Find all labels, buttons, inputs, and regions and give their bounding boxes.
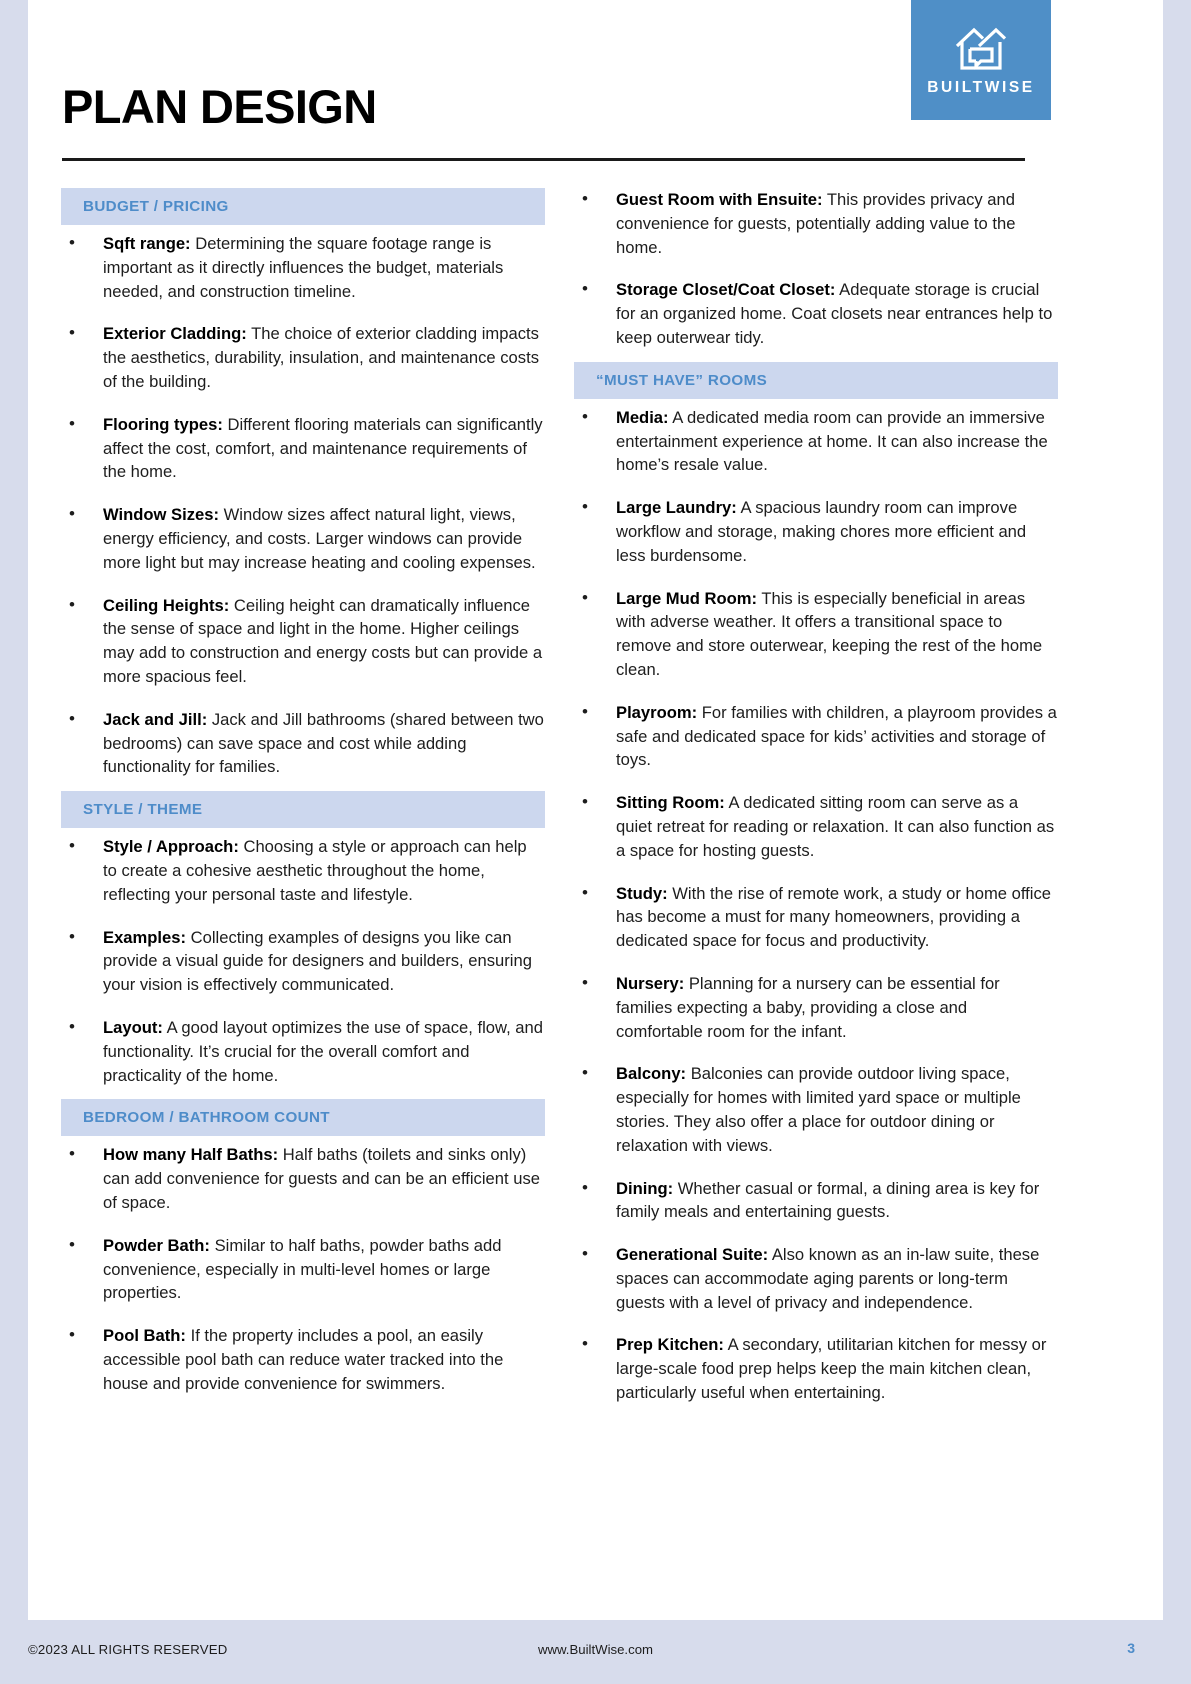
list-item-term: Sitting Room: xyxy=(616,793,725,813)
list-item-term: Layout: xyxy=(103,1017,163,1037)
footer-copyright: ©2023 ALL RIGHTS RESERVED xyxy=(28,1642,228,1657)
list-item xyxy=(574,406,1058,477)
list-item-term: Ceiling Heights: xyxy=(103,595,230,615)
list-item xyxy=(574,1333,1058,1404)
list-item-text: With the rise of remote work, a study or home office has become a must for many homeowners, providing a dedicated space for focus and productivity. xyxy=(616,883,1051,951)
list-item xyxy=(61,1016,545,1087)
list-item-text: A spacious laundry room can improve workflow and storage, making chores more efficient and less burdensome. xyxy=(616,498,1027,565)
left-column xyxy=(61,188,545,1405)
list-item xyxy=(61,926,545,997)
list-item-term: Playroom: xyxy=(616,702,698,722)
list-item-term: Pool Bath: xyxy=(103,1326,186,1346)
list-item-term: Prep Kitchen: xyxy=(616,1335,724,1355)
section-header: BUDGET / PRICING xyxy=(61,188,545,225)
list-item-text: For families with children, a playroom provides a safe and dedicated space for kids’ activities and storage of toys. xyxy=(616,702,1057,770)
list-item-text: Collecting examples of designs you like can provide a visual guide for designers and builders, ensuring your vision is effectively communicated. xyxy=(103,927,532,995)
list-item xyxy=(574,972,1058,1043)
list-item xyxy=(574,882,1058,953)
list-item xyxy=(61,322,545,393)
list-item xyxy=(61,594,545,689)
document-page xyxy=(28,0,1163,1620)
list-item-term: Study: xyxy=(616,883,668,903)
list-item-term: Large Mud Room: xyxy=(616,588,758,608)
list-item-term: Guest Room with Ensuite: xyxy=(616,190,823,209)
left-section-2-list xyxy=(61,1143,545,1395)
list-item xyxy=(61,835,545,906)
list-item-text: Similar to half baths, powder baths add convenience, especially in multi-level homes or large properties. xyxy=(103,1235,502,1303)
footer-page-number: 3 xyxy=(1127,1640,1135,1656)
list-item-text: A secondary, utilitarian kitchen for messy or large-scale food prep helps keep the main kitchen clean, particularly useful when entertaining. xyxy=(616,1335,1047,1403)
list-item xyxy=(574,1177,1058,1225)
list-item-text: If the property includes a pool, an easily accessible pool bath can reduce water tracked into the house and provide convenience for swimmers. xyxy=(103,1326,504,1393)
section-header: “MUST HAVE” ROOMS xyxy=(574,362,1058,399)
list-item-text: Window sizes affect natural light, views, energy efficiency, and costs. Larger windows can provide more light but may increase heating and cooling expenses. xyxy=(103,505,536,572)
list-item-text: Ceiling height can dramatically influence the sense of space and light in the home. Higher ceilings may add to construction and energy costs but can provide a more spacious feel. xyxy=(103,595,543,686)
list-item-term: Style / Approach: xyxy=(103,837,239,857)
list-item xyxy=(574,1243,1058,1314)
house-speech-bubble-icon xyxy=(953,25,1009,73)
list-item-text: A good layout optimizes the use of space, flow, and functionality. It’s crucial for the overall comfort and practicality of the home. xyxy=(103,1017,543,1085)
title-divider xyxy=(62,158,1025,161)
list-item-text: Choosing a style or approach can help to create a cohesive aesthetic throughout the home, reflecting your personal taste and lifestyle. xyxy=(103,837,527,904)
list-item-text: Adequate storage is crucial for an organized home. Coat closets near entrances help to keep outerwear tidy. xyxy=(616,280,1053,347)
list-item-text: Determining the square footage range is important as it directly influences the budget, materials needed, and construction timeline. xyxy=(103,234,504,301)
list-item-term: Window Sizes: xyxy=(103,505,220,525)
list-item-text: Half baths (toilets and sinks only) can add convenience for guests and can be an efficient use of space. xyxy=(103,1145,540,1212)
brand-logo-block xyxy=(911,0,1051,120)
list-item-text: This is especially beneficial in areas with adverse weather. It offers a transitional space to remove and store outerwear, keeping the rest of the home clean. xyxy=(616,588,1043,679)
left-section-0-list xyxy=(61,232,545,779)
content-columns xyxy=(61,188,1124,1405)
list-item-text: Balconies can provide outdoor living space, especially for homes with limited yard space or multiple stories. They also offer a place for outdoor dining or relaxation with views. xyxy=(616,1064,1021,1155)
list-item-text: Planning for a nursery can be essential for families expecting a baby, providing a close and comfortable room for the infant. xyxy=(616,973,1000,1041)
list-item-text: This provides privacy and convenience for guests, potentially adding value to the home. xyxy=(616,190,1016,257)
right-lead-list xyxy=(574,188,1058,350)
list-item-term: Sqft range: xyxy=(103,234,191,253)
list-item-term: Nursery: xyxy=(616,973,685,993)
list-item-text: Also known as an in-law suite, these spaces can accommodate aging parents or long-term guests with a level of privacy and independence. xyxy=(616,1245,1040,1312)
list-item-term: Dining: xyxy=(616,1178,674,1198)
section-header: STYLE / THEME xyxy=(61,791,545,828)
list-item xyxy=(61,503,545,574)
list-item-term: How many Half Baths: xyxy=(103,1145,279,1165)
footer-website: www.BuiltWise.com xyxy=(537,1642,654,1657)
list-item-term: Media: xyxy=(616,407,669,427)
page-footer xyxy=(0,1620,1191,1684)
list-item xyxy=(61,413,545,484)
page-title: PLAN DESIGN xyxy=(62,80,377,133)
right-column xyxy=(574,188,1058,1405)
list-item xyxy=(574,496,1058,567)
list-item-text: The choice of exterior cladding impacts the aesthetics, durability, insulation, and maintenance costs of the building. xyxy=(103,324,539,391)
list-item-term: Flooring types: xyxy=(103,414,223,434)
list-item xyxy=(574,791,1058,862)
list-item xyxy=(61,1324,545,1395)
list-item-text: Whether casual or formal, a dining area is key for family meals and entertaining guests. xyxy=(616,1178,1040,1222)
list-item-term: Powder Bath: xyxy=(103,1235,210,1255)
list-item xyxy=(61,1143,545,1214)
list-item xyxy=(574,278,1058,349)
brand-wordmark: BUILTWISE xyxy=(927,78,1035,96)
list-item xyxy=(574,587,1058,682)
list-item-term: Large Laundry: xyxy=(616,498,737,518)
list-item xyxy=(61,232,545,303)
list-item-term: Storage Closet/Coat Closet: xyxy=(616,280,836,300)
left-section-1-list xyxy=(61,835,545,1087)
list-item xyxy=(574,1062,1058,1157)
list-item xyxy=(61,1234,545,1305)
list-item xyxy=(61,708,545,779)
list-item xyxy=(574,188,1058,259)
list-item-text: A dedicated media room can provide an immersive entertainment experience at home. It can also increase the home’s resale value. xyxy=(616,407,1048,475)
list-item-term: Balcony: xyxy=(616,1064,687,1084)
section-header: BEDROOM / BATHROOM COUNT xyxy=(61,1099,545,1136)
list-item-term: Jack and Jill: xyxy=(103,709,208,729)
list-item xyxy=(574,701,1058,772)
right-section-0-list xyxy=(574,406,1058,1405)
footer-inner xyxy=(28,1620,1163,1684)
list-item-text: Different flooring materials can significantly affect the cost, comfort, and maintenance requirements of the home. xyxy=(103,414,543,482)
list-item-term: Generational Suite: xyxy=(616,1245,769,1265)
list-item-text: Jack and Jill bathrooms (shared between two bedrooms) can save space and cost while adding functionality for families. xyxy=(103,709,544,777)
list-item-term: Examples: xyxy=(103,927,187,947)
list-item-text: A dedicated sitting room can serve as a quiet retreat for reading or relaxation. It can also function as a space for hosting guests. xyxy=(616,793,1055,860)
list-item-term: Exterior Cladding: xyxy=(103,324,247,344)
